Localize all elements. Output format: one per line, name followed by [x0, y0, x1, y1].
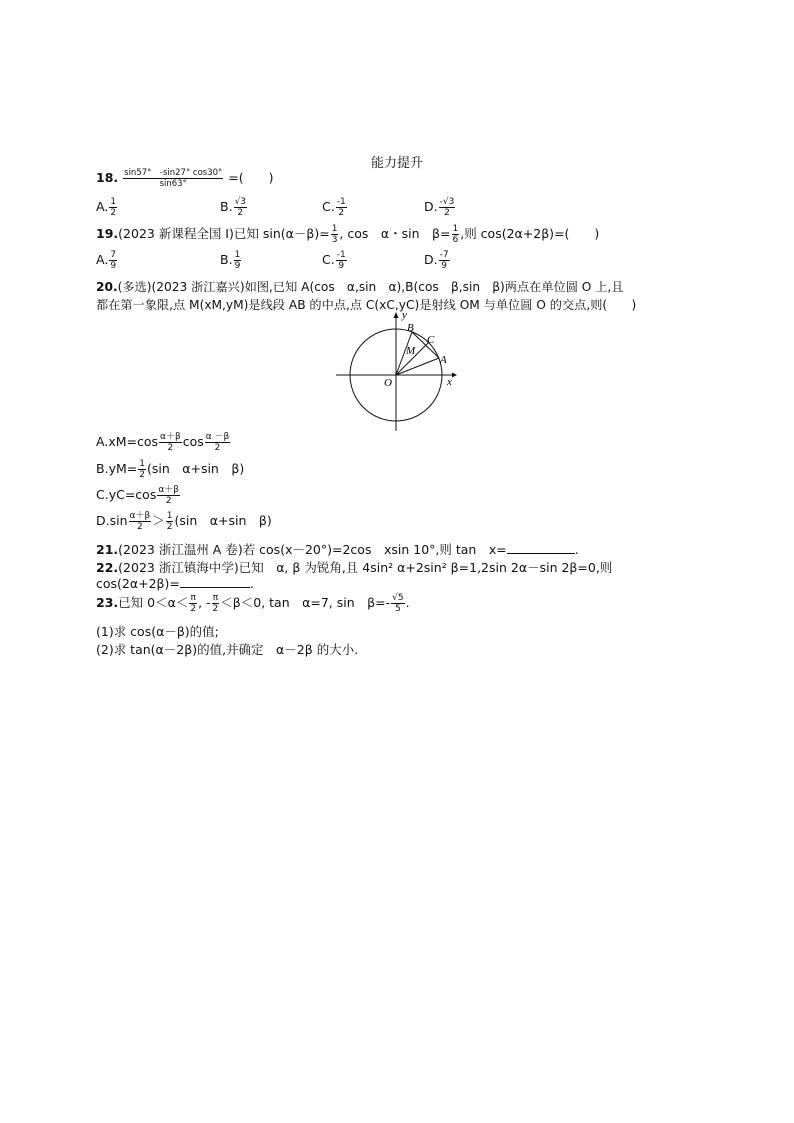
question-22-line2: cos(2α+2β)= . — [96, 576, 254, 591]
q20-option-d: D.sin $\frac{\alpha+\beta}{2}$ ＞ $\frac{1}{2}$ (sin α+sin β) — [96, 511, 272, 532]
question-21: 21.(2023 浙江温州 A 卷)若 cos(x－20°)=2cos xsin 10°,则 tan x= . — [96, 542, 579, 557]
q18-answer-paren: =( ) — [228, 170, 274, 185]
segment-oa — [396, 358, 439, 375]
q23-subquestion-2: (2)求 tan(α－2β)的值,并确定 α－2β 的大小. — [96, 642, 359, 657]
question-19: 19.(2023 新课程全国 Ⅰ)已知 sin(α－β)= $\frac{1}{3}$ , cos α・sin β= $\frac{1}{6}$ ,则 cos(2α+2β)=( ) — [96, 224, 600, 245]
question-number: 21. — [96, 542, 119, 557]
q20-option-a: A.xM=cos $\frac{\alpha+\beta}{2}$ cos $\frac{\alpha -\beta}{2}$ — [96, 432, 230, 453]
axis-label-y: y — [402, 309, 407, 321]
question-23: 23.已知 0＜α＜ $\frac{\pi}{2}$ , - $\frac{\pi}{2}$ ＜β＜0, tan α=7, sin β=- $\frac{√5}{5}$ . — [96, 593, 410, 614]
question-number: 20. — [96, 280, 118, 294]
q19-option-d: D. $\frac{-7}{9}$ — [424, 250, 449, 271]
question-18 — [96, 168, 273, 189]
point-label-o: O — [384, 377, 392, 389]
question-number: 23. — [96, 595, 119, 610]
point-label-c: C — [427, 334, 435, 346]
question-number: 22. — [96, 560, 119, 575]
y-axis-arrow — [394, 312, 399, 318]
answer-blank[interactable] — [507, 553, 575, 554]
point-label-b: B — [407, 322, 414, 334]
q18-option-d: D. $\frac{-√3}{2}$ — [424, 197, 455, 218]
question-number: 18. — [96, 170, 119, 185]
q20-option-c: C.yC=cos $\frac{\alpha+\beta}{2}$ — [96, 485, 180, 506]
q23-subquestion-1: (1)求 cos(α－β)的值; — [96, 624, 219, 639]
q18-option-b: B. $\frac{√3}{2}$ — [220, 197, 247, 218]
question-20-line2: 都在第一象限,点 M(xM,yM)是线段 AB 的中点,点 C(xC,yC)是射线 OM 与单位圆 O 的交点,则( ) — [96, 298, 637, 312]
question-number: 19. — [96, 226, 119, 241]
q18-option-c: C. $\frac{-1}{2}$ — [322, 197, 346, 218]
q18-option-a: A. $\frac{1}{2}$ — [96, 197, 117, 218]
section-title: 能力提升 — [370, 156, 423, 171]
axis-label-x: x — [447, 376, 452, 388]
q19-option-a: A. $\frac{7}{9}$ — [96, 250, 117, 271]
q19-option-b: B. $\frac{1}{9}$ — [220, 250, 241, 271]
segment-ab — [412, 332, 439, 358]
question-22-line1: 22.(2023 浙江镇海中学)已知 α, β 为锐角,且 4sin² α+2sin² β=1,2sin 2α－sin 2β=0,则 — [96, 560, 613, 575]
point-label-m: M — [406, 345, 416, 357]
q18-fraction: $\frac{\sin 57^\circ -\sin 27^\circ \cos 30^\circ}{\sin 63^\circ}$ — [124, 168, 223, 189]
question-20-line1: 20.(多选)(2023 浙江嘉兴)如图,已知 A(cos α,sin α),B(cos β,sin β)两点在单位圆 O 上,且 — [96, 280, 624, 294]
unit-circle-diagram — [336, 306, 466, 436]
q19-option-c: C. $\frac{-1}{9}$ — [322, 250, 346, 271]
answer-blank[interactable] — [180, 587, 250, 588]
point-label-a: A — [440, 354, 447, 366]
x-axis-arrow — [452, 373, 457, 378]
q20-option-b: B.yM= $\frac{1}{2}$ (sin α+sin β) — [96, 459, 245, 480]
